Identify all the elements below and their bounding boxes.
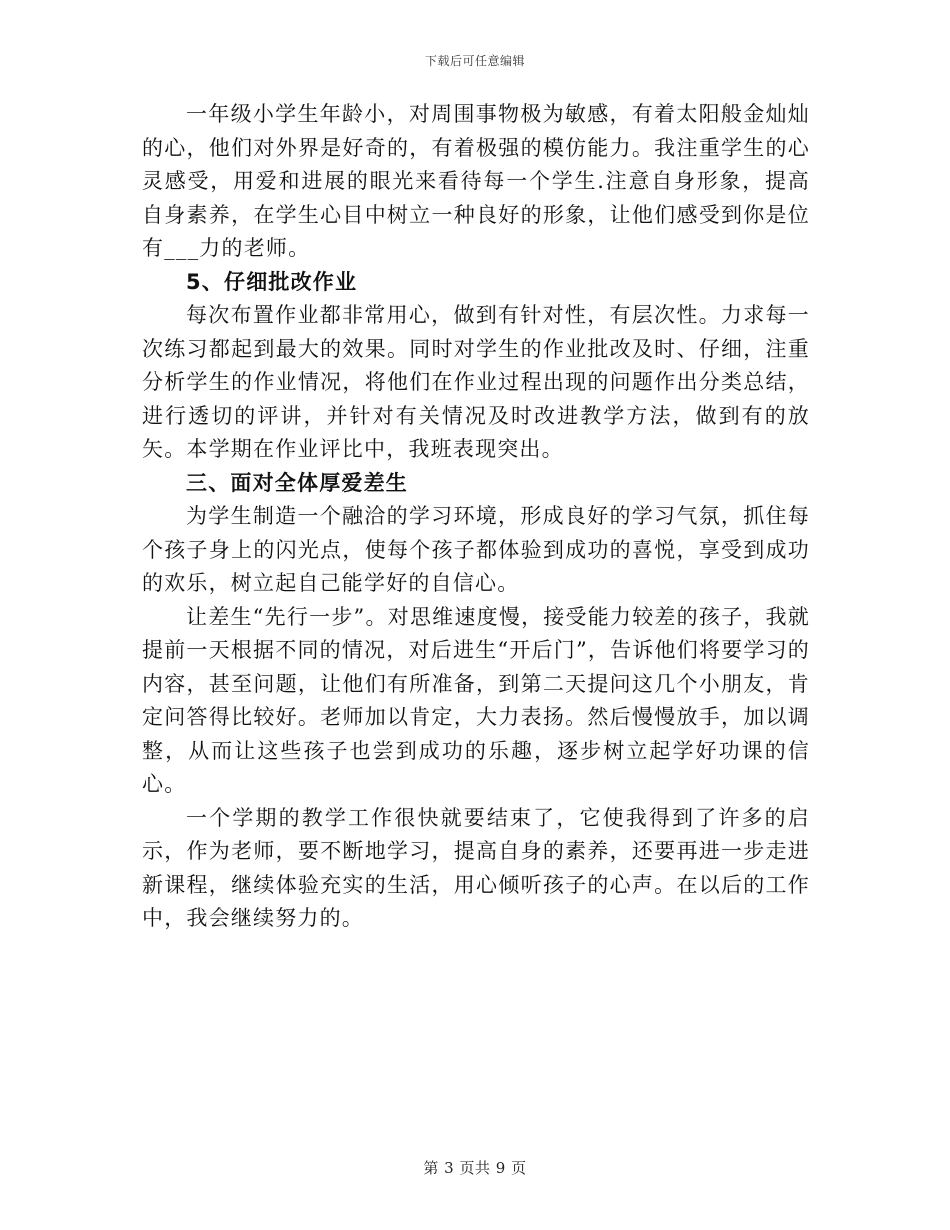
page-footer: 第 3 页共 9 页	[423, 1159, 527, 1177]
paragraph-environment: 为学生制造一个融洽的学习环境，形成良好的学习气氛，抓住每个孩子身上的闪光点，使每个孩子都体验到成功的喜悦，享受到成功的欢乐，树立起自己能学好的自信心。	[142, 504, 810, 595]
section-heading-homework: 5、仔细批改作业	[186, 269, 358, 294]
section-heading-students: 三、面对全体厚爱差生	[186, 470, 408, 495]
paragraph-weak-students: 让差生“先行一步”。对思维速度慢，接受能力较差的孩子，我就提前一天根据不同的情况，对后进生“开后门”，告诉他们将要学习的内容，甚至问题，让他们有所准备，到第二天提问这几个小朋友，肯定问答得比较好。老师加以肯定，大力表扬。然后慢慢放手，加以调整，从而让这些孩子也尝到成功的乐趣，逐步树立起学好功课的信心。	[142, 604, 810, 796]
document-body	[142, 98, 810, 936]
paragraph-conclusion: 一个学期的教学工作很快就要结束了，它使我得到了许多的启示，作为老师，要不断地学习，提高自身的素养，还要再进一步走进新课程，继续体验充实的生活，用心倾听孩子的心声。在以后的工作中，我会继续努力的。	[142, 805, 810, 930]
page-header: 下载后可任意编辑	[424, 54, 525, 68]
paragraph-intro: 一年级小学生年龄小，对周围事物极为敏感，有着太阳般金灿灿的心，他们对外界是好奇的，有着极强的模仿能力。我注重学生的心灵感受，用爱和进展的眼光来看待每一个学生.注意自身形象，提高自身素养，在学生心目中树立一种良好的形象，让他们感受到你是位有___力的老师。	[142, 102, 810, 260]
paragraph-homework: 每次布置作业都非常用心，做到有针对性，有层次性。力求每一次练习都起到最大的效果。同时对学生的作业批改及时、仔细，注重分析学生的作业情况，将他们在作业过程出现的问题作出分类总结，进行透切的评讲，并针对有关情况及时改进教学方法，做到有的放矢。本学期在作业评比中，我班表现突出。	[142, 303, 810, 461]
